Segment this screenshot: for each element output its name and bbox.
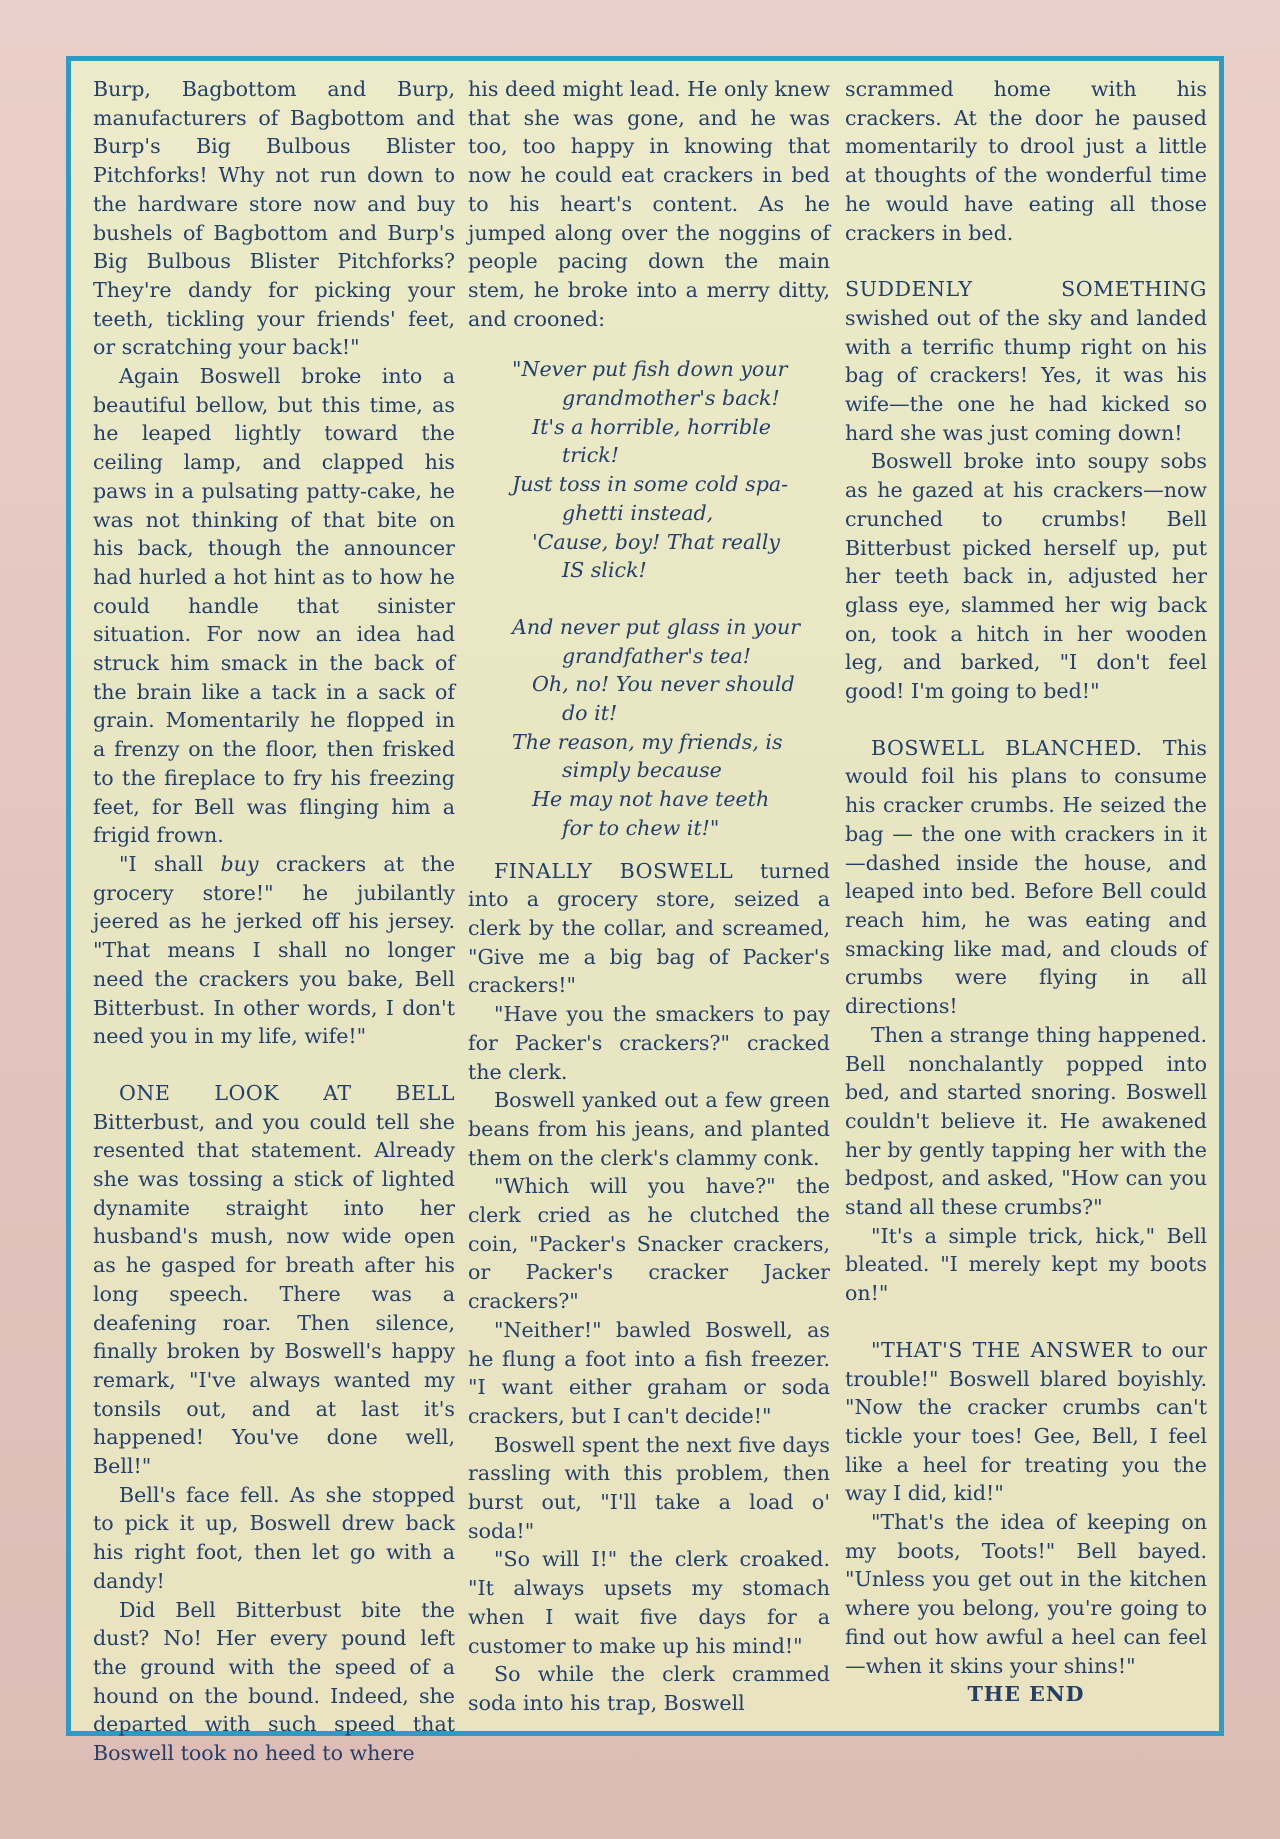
section-lead: BOSWELL BLANCHED.: [871, 735, 1143, 760]
paragraph: "That's the idea of keeping on my boots, Toots!" Bell bayed. "Unless you get out in the kitchen where you belong, you're going to find out how awful a heel can feel —when it skins your shins!": [845, 1510, 1207, 1678]
paragraph: Boswell yanked out a few green beans from his jeans, and planted them on the clerk's clammy conk.: [468, 1088, 830, 1170]
paragraph: [468, 857, 830, 1001]
column-1: [93, 75, 456, 1766]
poem-line: The reason, my friends, is: [512, 729, 783, 754]
text-span: turned into a grocery store, seized a clerk by the collar, and screamed, "Give me a big bag of Packer's crackers!": [468, 858, 830, 998]
column-3: [845, 75, 1207, 1730]
poem-line: do it!: [562, 701, 618, 726]
paragraph: "Have you the smackers to pay for Packer's crackers?" cracked the clerk.: [468, 1002, 830, 1084]
paragraph: Burp, Bagbottom and Burp, manufacturers of Bagbottom and Burp's Big Bulbous Blister Pitchforks! Why not run down to the hardware store now and buy bushels of Bagbottom and Burp's Big Bulbous Blister Pitchforks? They're dandy for picking your teeth, tickling your friends' feet, or scratching your back!": [93, 77, 455, 360]
paragraph: [845, 734, 1207, 1021]
paragraph: [93, 1079, 455, 1481]
section-lead: SUDDENLY SOMETHING: [845, 277, 1207, 302]
paragraph: [845, 1336, 1207, 1508]
text-span: Bitterbust, and you could tell she resented that statement. Already she was tossing a stick of lighted dynamite straight into her husband's mush, now wide open as he gasped for breath after his long speech. There was a deafening roar. Then silence, finally broken by Boswell's happy remark, "I've always wanted my tonsils out, and at last it's happened! You've done well, Bell!": [93, 1109, 455, 1479]
paragraph: Boswell spent the next five days rassling with this problem, then burst out, "I'll take a load o' soda!": [468, 1432, 830, 1543]
text-span: swished out of the sky and landed with a terrific thump right on his bag of crackers! Yes, it was his wife—the one he had kicked so hard she was just coming down!: [845, 305, 1207, 445]
poem-line: "Never put fish down your: [512, 357, 788, 382]
poem-line: ghetti instead,: [562, 500, 714, 525]
paragraph: So while the clerk crammed soda into his trap, Boswell: [468, 1662, 830, 1715]
poem-line: Just toss in some cold spa-: [512, 472, 789, 497]
poem-line: And never put glass in your: [512, 614, 801, 639]
poem-line: grandmother's back!: [562, 386, 780, 411]
column-2: [468, 75, 830, 1730]
paragraph: Did Bell Bitterbust bite the dust? No! Her every pound left the ground with the speed of a hound on the bound. Indeed, she departed with such speed that Boswell took no heed to where: [93, 1597, 455, 1766]
emphasis: buy: [220, 851, 259, 876]
paragraph: [93, 850, 455, 1051]
poem-line: He may not have teeth: [532, 787, 770, 812]
paragraph: Again Boswell broke into a beautiful bellow, but this time, as he leaped lightly toward the ceiling lamp, and clapped his paws in a pulsating patty-cake, he was not thinking of that bite on his back, though the announcer had hurled a hot hint as to how he could handle that sinister situation. For now an idea had struck him smack in the back of the brain like a tack in a sack of grain. Momentarily he flopped in a frenzy on the floor, then frisked to the fireplace to fry his freezing feet, for Bell was flinging him a frigid frown.: [93, 364, 455, 848]
paragraph: "So will I!" the clerk croaked. "It always upsets my stomach when I wait five days for a customer to make up his mind!": [468, 1547, 830, 1658]
poem-stanza: [512, 355, 830, 585]
section-lead: FINALLY BOSWELL: [494, 858, 734, 883]
poem-line: grandfather's tea!: [562, 643, 752, 668]
paragraph: Boswell broke into soupy sobs as he gazed at his crackers—now crunched to crumbs! Bell Bitterbust picked herself up, put her teeth back in, adjusted her glass eye, slammed her wig back on, took a hitch in her wooden leg, and barked, "I don't feel good! I'm going to bed!": [845, 449, 1207, 704]
paragraph: Bell's face fell. As she stopped to pick it up, Boswell drew back his right foot, then let go with a dandy!: [93, 1482, 455, 1593]
poem-line: 'Cause, boy! That really: [532, 529, 781, 554]
text-span: crackers at the grocery store!" he jubilantly jeered as he jerked off his jersey. "That means I shall no longer need the crackers you bake, Bell Bitterbust. In other words, I don't need you in my life, wife!": [93, 851, 456, 1049]
paragraph: [845, 275, 1207, 447]
section-lead: ONE LOOK AT BELL: [119, 1080, 455, 1105]
paragraph: "Neither!" bawled Boswell, as he flung a foot into a fish freezer. "I want either graham or soda crackers, but I can't decide!": [468, 1317, 830, 1428]
poem: [512, 355, 830, 842]
paragraph: "Which will you have?" the clerk cried as he clutched the coin, "Packer's Snacker crackers, or Packer's cracker Jacker crackers?": [468, 1174, 830, 1314]
text-span: to our trouble!" Boswell blared boyishly. "Now the cracker crumbs can't tickle your toes! Gee, Bell, I feel like a heel for treating you the way I did, kid!": [845, 1337, 1207, 1506]
poem-line: for to chew it!": [562, 815, 720, 840]
poem-stanza: [512, 613, 830, 843]
text-span: "I shall: [119, 851, 221, 876]
text-panel: [66, 56, 1224, 1766]
paragraph: "It's a simple trick, hick," Bell bleated. "I merely kept my boots on!": [845, 1223, 1207, 1306]
section-lead: "THAT'S THE ANSWER: [871, 1337, 1133, 1362]
poem-line: simply because: [562, 758, 722, 783]
text-span: This would foil his plans to consume his cracker crumbs. He seized the bag — the one with crackers in it—dashed inside the house, and leaped into bed. Before Bell could reach him, he was eating and smacking like mad, and clouds of crumbs were flying in all directions!: [845, 735, 1207, 1019]
paragraph: Then a strange thing happened. Bell nonchalantly popped into bed, and started snoring. Boswell couldn't believe it. He awakened her by gently tapping her with the bedpost, and asked, "How can you stand all these crumbs?": [845, 1022, 1207, 1220]
paragraph: scrammed home with his crackers. At the door he paused momentarily to drool just a little at thoughts of the wonderful time he would have eating all those crackers in bed.: [845, 77, 1207, 245]
poem-line: Oh, no! You never should: [532, 672, 795, 697]
poem-line: It's a horrible, horrible: [532, 414, 771, 439]
poem-line: IS slick!: [562, 558, 647, 583]
poem-line: trick!: [562, 443, 619, 468]
the-end-label: THE END: [967, 1682, 1085, 1707]
paragraph: his deed might lead. He only knew that she was gone, and he was too, too happy in knowing that now he could eat crackers in bed to his heart's content. As he jumped along over the noggins of people pacing down the main stem, he broke into a merry ditty, and crooned:: [468, 77, 830, 331]
